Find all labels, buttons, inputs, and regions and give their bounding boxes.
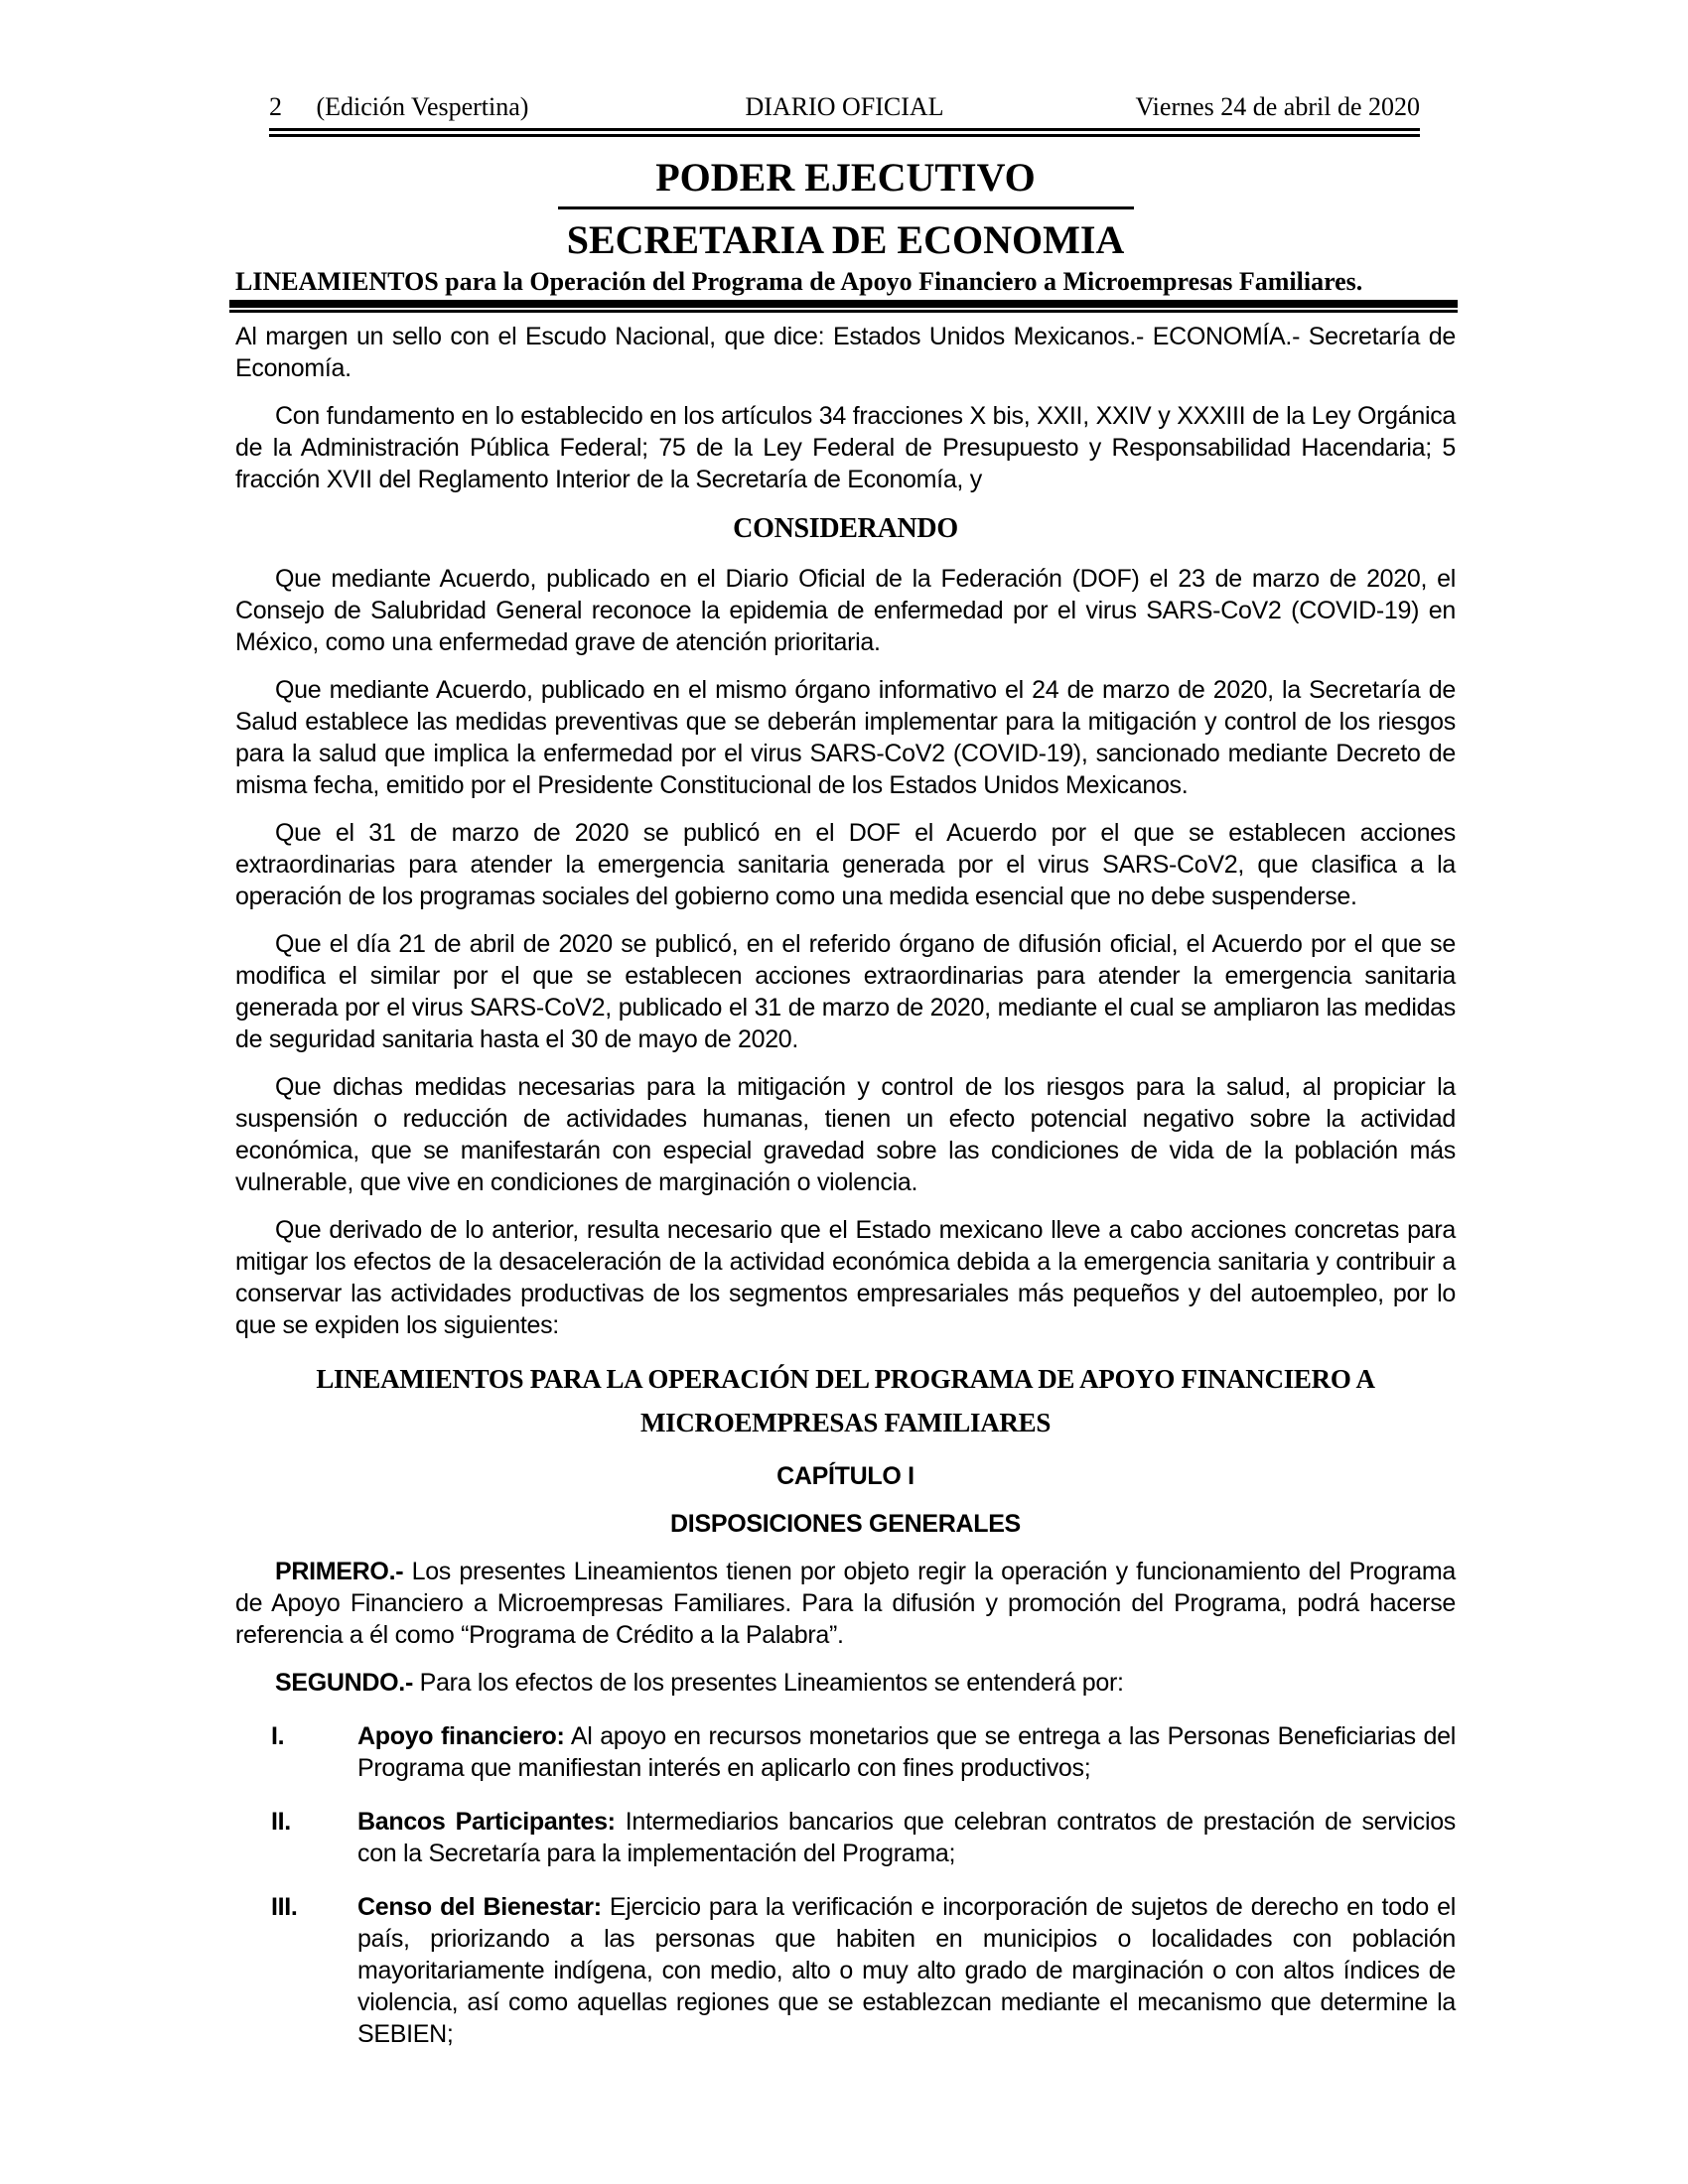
document-body <box>235 321 1456 2050</box>
seal-paragraph: Al margen un sello con el Escudo Nacional, que dice: Estados Unidos Mexicanos.- ECONOMÍA.- Secretaría de Economía. <box>235 323 1456 382</box>
definition-item-2 <box>271 1806 1456 1869</box>
chapter-subheading: DISPOSICIONES GENERALES <box>670 1510 1021 1538</box>
primero-paragraph <box>235 1556 1456 1651</box>
primero-lead: PRIMERO.- <box>275 1558 404 1585</box>
definition-2-term: Bancos Participantes: <box>357 1808 616 1836</box>
definition-item-1 <box>271 1720 1456 1784</box>
lineamientos-heading-line-1: LINEAMIENTOS PARA LA OPERACIÓN DEL PROGRAMA DE APOYO FINANCIERO A <box>316 1364 1375 1394</box>
primero-text: Los presentes Lineamientos tienen por objeto regir la operación y funcionamiento del Programa de Apoyo Financiero a Microempresas Familiares. Para la difusión y promoción del Programa, podrá hacerse referencia a él como “Programa de Crédito a la Palabra”. <box>235 1558 1456 1649</box>
segundo-paragraph <box>235 1667 1456 1699</box>
separator-bar-thick <box>229 300 1458 308</box>
considerando-heading: CONSIDERANDO <box>733 513 958 544</box>
definition-3-text: Ejercicio para la verificación e incorporación de sujetos de derecho en todo el país, priorizando a las personas que habiten en municipios o localidades con población mayoritariamente indígena, con medio, alto o muy alto grado de marginación o con altos índices de violencia, así como aquellas regiones que se establezcan mediante el mecanismo que determine la SEBIEN; <box>357 1893 1456 2048</box>
segundo-lead: SEGUNDO.- <box>275 1669 413 1697</box>
separator-bar-thin <box>229 310 1458 313</box>
definition-1-text: Al apoyo en recursos monetarios que se entrega a las Personas Beneficiarias del Programa que manifiestan interés en aplicarlo con fines productivos; <box>357 1722 1456 1782</box>
segundo-text: Para los efectos de los presentes Lineamientos se entenderá por: <box>412 1669 1124 1697</box>
definition-3-body <box>357 1891 1456 2050</box>
chapter-heading: CAPÍTULO I <box>776 1462 914 1490</box>
running-header <box>269 91 1420 123</box>
definition-item-3 <box>271 1891 1456 2050</box>
publication-name: DIARIO OFICIAL <box>745 92 944 121</box>
masthead-subtitle: SECRETARIA DE ECONOMIA <box>566 217 1125 262</box>
definition-1-numeral: I. <box>271 1722 285 1750</box>
header-double-rule <box>269 128 1420 137</box>
running-header-left <box>269 91 528 123</box>
legal-basis-paragraph: Con fundamento en lo establecido en los artículos 34 fracciones X bis, XXII, XXIV y XXXIII de la Ley Orgánica de la Administración Pública Federal; 75 de la Ley Federal de Presupuesto y Responsabilidad Hacendaria; 5 fracción XVII del Reglamento Interior de la Secretaría de Economía, y <box>235 402 1456 493</box>
title-separator-bar <box>229 300 1458 313</box>
recital-paragraph-3: Que el 31 de marzo de 2020 se publicó en el DOF el Acuerdo por el que se establecen acciones extraordinarias para atender la emergencia sanitaria generada por el virus SARS-CoV2, que clasifica a la operación de los programas sociales del gobierno como una medida esencial que no debe suspenderse. <box>235 819 1456 910</box>
recital-paragraph-1: Que mediante Acuerdo, publicado en el Diario Oficial de la Federación (DOF) el 23 de marzo de 2020, el Consejo de Salubridad General reconoce la epidemia de enfermedad por el virus SARS-CoV2 (COVID-19) en México, como una enfermedad grave de atención prioritaria. <box>235 565 1456 656</box>
lineamientos-heading-line-2: MICROEMPRESAS FAMILIARES <box>639 1408 1052 1437</box>
document-title: LINEAMIENTOS para la Operación del Programa de Apoyo Financiero a Microempresas Familiares. <box>235 267 1363 296</box>
recital-paragraph-4: Que el día 21 de abril de 2020 se publicó, en el referido órgano de difusión oficial, el Acuerdo por el que se modifica el similar por el que se establecen acciones extraordinarias para atender la emergencia sanitaria generada por el virus SARS-CoV2, publicado el 31 de marzo de 2020, mediante el cual se ampliaron las medidas de seguridad sanitaria hasta el 30 de mayo de 2020. <box>235 930 1456 1053</box>
definition-1-term: Apoyo financiero: <box>357 1722 565 1750</box>
definition-1-body <box>357 1720 1456 1784</box>
page-number: 2 <box>269 92 282 121</box>
recital-paragraph-5: Que dichas medidas necesarias para la mitigación y control de los riesgos para la salud, al propiciar la suspensión o reducción de actividades humanas, tienen un efecto potencial negativo sobre la actividad económica, que se manifestarán con especial gravedad sobre las condiciones de vida de la población más vulnerable, que vive en condiciones de marginación o violencia. <box>235 1073 1456 1196</box>
masthead-underline <box>558 206 1134 209</box>
definition-2-text: Intermediarios bancarios que celebran contratos de prestación de servicios con la Secretaría para la implementación del Programa; <box>357 1808 1456 1867</box>
masthead-title: PODER EJECUTIVO <box>655 155 1036 200</box>
edition-label: (Edición Vespertina) <box>316 92 529 121</box>
recital-paragraph-6: Que derivado de lo anterior, resulta necesario que el Estado mexicano lleve a cabo acciones concretas para mitigar los efectos de la desaceleración de la actividad económica debida a la emergencia sanitaria y contribuir a conservar las actividades productivas de los segmentos empresariales más pequeños y del autoempleo, por lo que se expiden los siguientes: <box>235 1216 1456 1339</box>
lineamientos-heading <box>235 1357 1456 1444</box>
definition-3-term: Censo del Bienestar: <box>357 1893 602 1921</box>
definition-2-body <box>357 1806 1456 1869</box>
recital-paragraph-2: Que mediante Acuerdo, publicado en el mismo órgano informativo el 24 de marzo de 2020, la Secretaría de Salud establece las medidas preventivas que se deberán implementar para la mitigación y control de los riesgos para la salud que implica la enfermedad por el virus SARS-CoV2 (COVID-19), sancionado mediante Decreto de misma fecha, emitido por el Presidente Constitucional de los Estados Unidos Mexicanos. <box>235 676 1456 799</box>
definition-3-numeral: III. <box>271 1893 298 1921</box>
masthead <box>235 157 1456 261</box>
header-date: Viernes 24 de abril de 2020 <box>1135 92 1420 121</box>
definition-2-numeral: II. <box>271 1808 291 1836</box>
